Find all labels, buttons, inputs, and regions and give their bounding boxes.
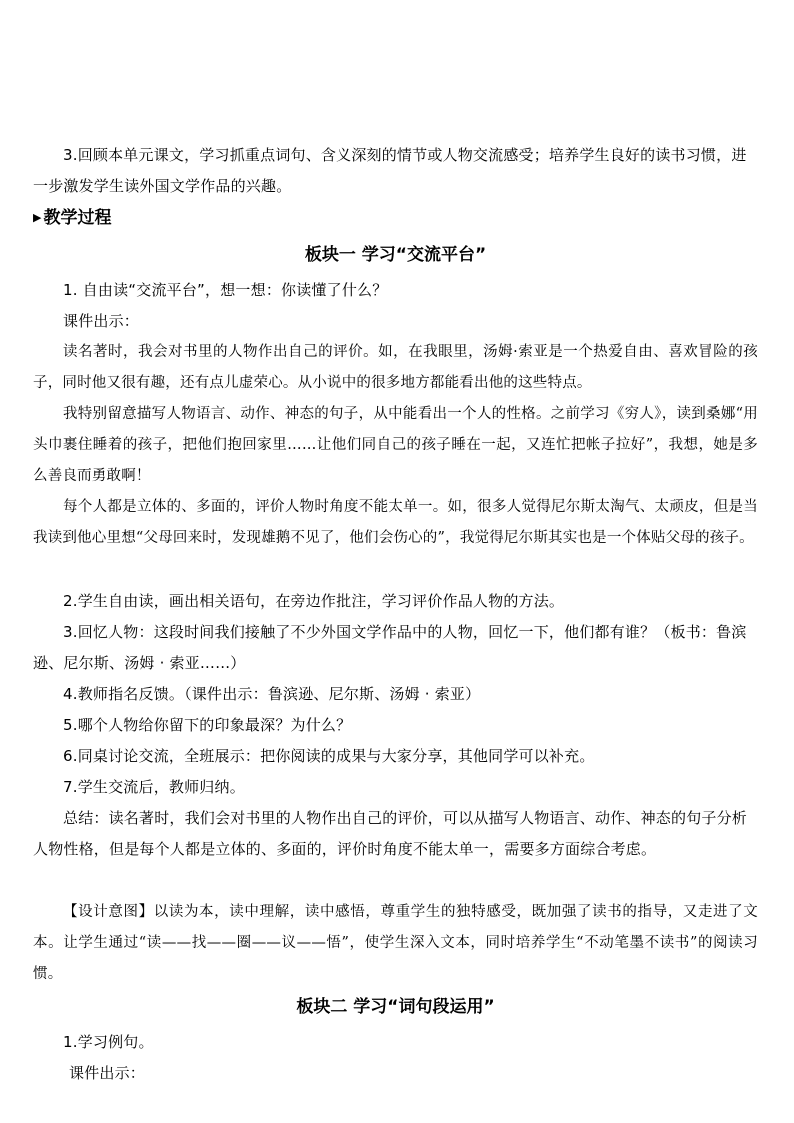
design-intent: 【设计意图】以读为本，读中理解，读中感悟，尊重学生的独特感受，既加强了读书的指导，又走进了文本。让学生通过“读——找——圈——议——悟”，使学生深入文本，同时培养学生“不动笔墨不读书”的阅读习惯。 <box>33 904 758 982</box>
block1-step5: 5.哪个人物给你留下的印象最深？为什么？ <box>63 716 352 734</box>
block1-step1: 1. 自由读“交流平台”，想一想：你读懂了什么？ <box>63 281 388 299</box>
block1-step4: 4.教师指名反馈。（课件出示：鲁滨逊、尼尔斯、汤姆 · 索亚） <box>63 685 481 703</box>
courseware-excerpt-2: 我特别留意描写人物语言、动作、神态的句子，从中能看出一个人的性格。之前学习《穷人》，读到桑娜“用头巾裹住睡着的孩子，把他们抱回家里……让他们同自己的孩子睡在一起，又连忙把帐子拉好”，我想，她是多么善良而勇敢啊！ <box>33 406 758 484</box>
teaching-goal-3: 3.回顾本单元课文，学习抓重点词句、含义深刻的情节或人物交流感受；培养学生良好的读书习惯，进一步激发学生读外国文学作品的兴趣。 <box>33 146 747 195</box>
section-teaching-process <box>33 206 111 230</box>
block1-step3: 3.回忆人物：这段时间我们接触了不少外国文学作品中的人物，回忆一下，他们都有谁？（板书：鲁滨逊、尼尔斯、汤姆 · 索亚……） <box>33 623 747 672</box>
triangle-marker-icon: ▶ <box>33 211 42 224</box>
block1-title: 板块一 学习“交流平台” <box>304 245 487 265</box>
courseware-excerpt-1: 读名著时，我会对书里的人物作出自己的评价。如，在我眼里，汤姆·索亚是一个热爱自由、喜欢冒险的孩子，同时他又很有趣，还有点儿虚荣心。从小说中的很多地方都能看出他的这些特点。 <box>33 344 758 391</box>
block1-summary: 总结：读名著时，我们会对书里的人物作出自己的评价，可以从描写人物语言、动作、神态的句子分析人物性格，但是每个人都是立体的、多面的，评价时角度不能太单一，需要多方面综合考虑。 <box>33 809 748 858</box>
block2-courseware-label: 课件出示： <box>69 1064 146 1082</box>
section-title: 教学过程 <box>43 208 112 228</box>
block2-step1: 1.学习例句。 <box>63 1033 154 1051</box>
block1-courseware-label: 课件出示： <box>63 312 140 330</box>
block1-step7: 7.学生交流后，教师归纳。 <box>63 778 245 796</box>
courseware-excerpt-3: 每个人都是立体的、多面的，评价人物时角度不能太单一。如，很多人觉得尼尔斯太淘气、太顽皮，但是当我读到他心里想“父母回来时，发现雄鹅不见了，他们会伤心的”，我觉得尼尔斯其实也是一个体贴父母的孩子。 <box>33 499 758 546</box>
block1-step6: 6.同桌讨论交流，全班展示：把你阅读的成果与大家分享，其他同学可以补充。 <box>63 747 595 765</box>
block2-title: 板块二 学习“词句段运用” <box>296 997 495 1017</box>
block1-step2: 2.学生自由读，画出相关语句，在旁边作批注，学习评价作品人物的方法。 <box>63 592 565 610</box>
